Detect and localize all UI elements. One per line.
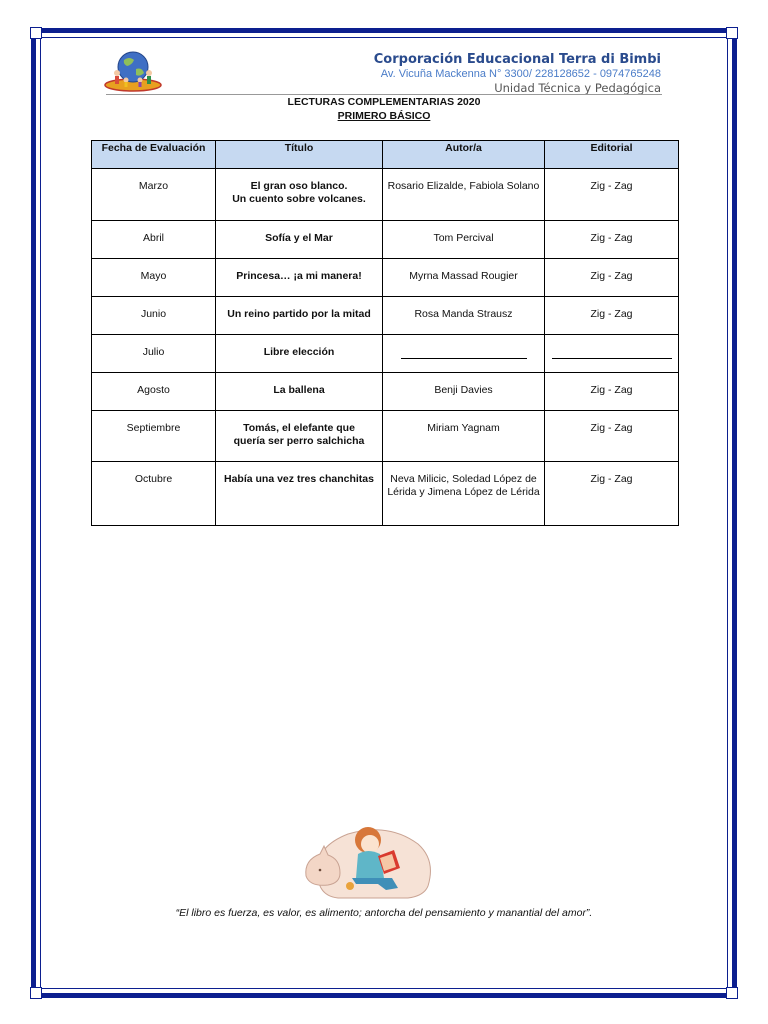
footer-quote: “El libro es fuerza, es valor, es alimento; antorcha del pensamiento y manantial del amor”. (175, 907, 593, 919)
globe-children-logo (102, 47, 164, 95)
table-row (92, 373, 679, 411)
header-divider (106, 94, 662, 95)
table-row (92, 221, 679, 259)
cell-author: Neva Milicic, Soledad López de Lérida y Jimena López de Lérida (383, 462, 545, 526)
table-row (92, 411, 679, 462)
cell-publisher: Zig - Zag (545, 373, 679, 411)
cell-month: Abril (92, 221, 216, 259)
column-header-author: Autor/a (383, 141, 545, 169)
document-title: LECTURAS COMPLEMENTARIAS 2020 (287, 96, 481, 108)
cell-title: Libre elección (216, 335, 383, 373)
cell-author: Rosario Elizalde, Fabiola Solano (383, 169, 545, 221)
frame-corner (30, 27, 42, 39)
organization-name: Corporación Educacional Terra di Bimbi (373, 52, 661, 67)
cell-title: Princesa… ¡a mi manera! (216, 259, 383, 297)
cell-title: Tomás, el elefante que quería ser perro salchicha (216, 411, 383, 462)
frame-corner (726, 27, 738, 39)
document-subtitle (0, 110, 768, 122)
table-row (92, 335, 679, 373)
cell-month: Julio (92, 335, 216, 373)
girl-reading-with-dog-illustration (300, 818, 440, 900)
table-row (92, 297, 679, 335)
table-header-row (92, 141, 679, 169)
cell-author: Miriam Yagnam (383, 411, 545, 462)
cell-publisher: Zig - Zag (545, 462, 679, 526)
readings-table (91, 140, 679, 526)
cell-month: Agosto (92, 373, 216, 411)
table-row (92, 169, 679, 221)
cell-title: Sofía y el Mar (216, 221, 383, 259)
cell-month: Septiembre (92, 411, 216, 462)
cell-publisher: Zig - Zag (545, 297, 679, 335)
organization-address: Av. Vicuña Mackenna N° 3300/ 228128652 - 0974765248 (380, 68, 661, 80)
blank-line (401, 346, 527, 359)
cell-author: Myrna Massad Rougier (383, 259, 545, 297)
cell-month: Octubre (92, 462, 216, 526)
cell-publisher: Zig - Zag (545, 259, 679, 297)
cell-title: Había una vez tres chanchitas (216, 462, 383, 526)
cell-month: Junio (92, 297, 216, 335)
cell-month: Marzo (92, 169, 216, 221)
cell-month: Mayo (92, 259, 216, 297)
cell-publisher: Zig - Zag (545, 169, 679, 221)
table-row (92, 259, 679, 297)
frame-corner (30, 987, 42, 999)
cell-author-blank (383, 335, 545, 373)
cell-author: Tom Percival (383, 221, 545, 259)
cell-author: Rosa Manda Strausz (383, 297, 545, 335)
cell-title (216, 169, 383, 221)
column-header-publisher: Editorial (545, 141, 679, 169)
cell-title-line: Un cuento sobre volcanes. (232, 193, 366, 205)
cell-publisher: Zig - Zag (545, 411, 679, 462)
blank-line (552, 346, 672, 359)
letterhead (374, 52, 661, 95)
column-header-title: Título (216, 141, 383, 169)
cell-title: Un reino partido por la mitad (216, 297, 383, 335)
frame-corner (726, 987, 738, 999)
cell-author: Benji Davies (383, 373, 545, 411)
cell-title-line: El gran oso blanco. (250, 180, 348, 192)
document-subtitle-text: PRIMERO BÁSICO (337, 110, 431, 122)
table-row (92, 462, 679, 526)
cell-publisher-blank (545, 335, 679, 373)
organization-unit: Unidad Técnica y Pedagógica (494, 81, 661, 95)
column-header-date: Fecha de Evaluación (92, 141, 216, 169)
cell-title: La ballena (216, 373, 383, 411)
cell-publisher: Zig - Zag (545, 221, 679, 259)
